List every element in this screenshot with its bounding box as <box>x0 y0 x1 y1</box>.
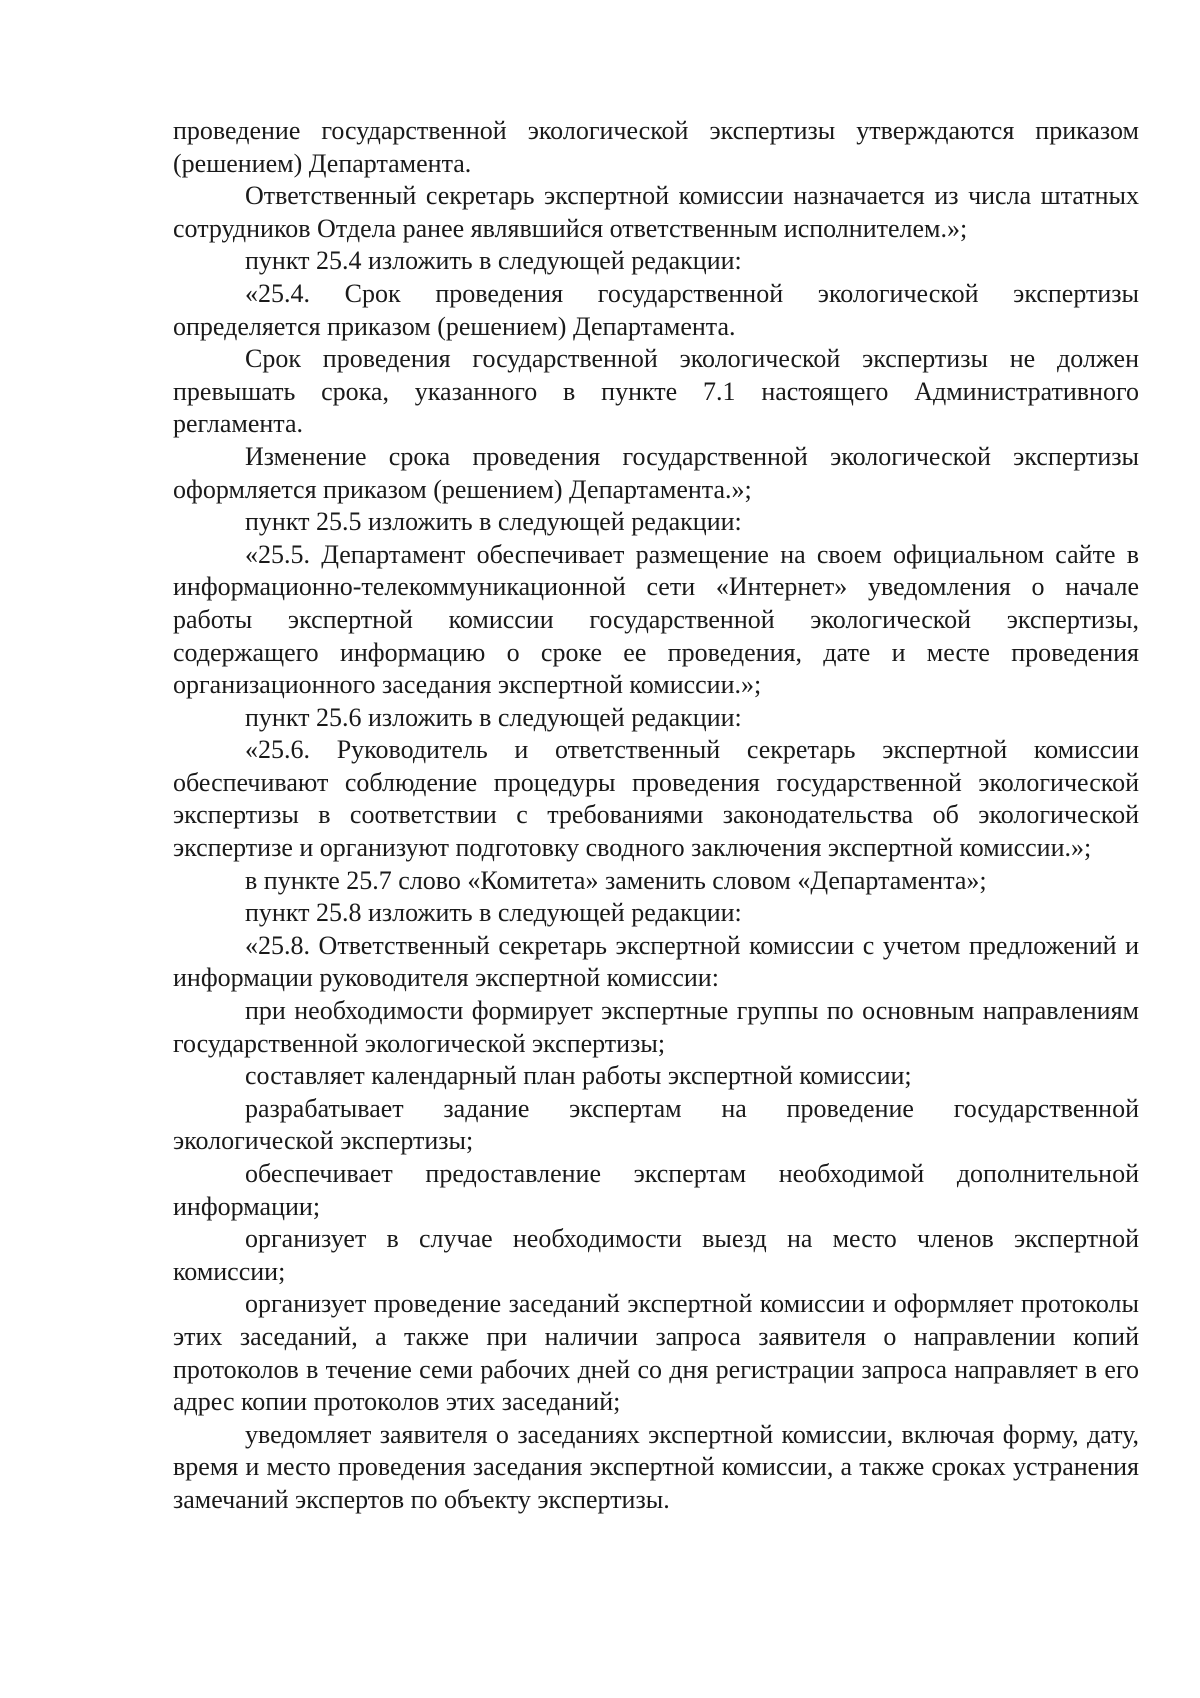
paragraph-term-limit: Срок проведения государственной экологической экспертизы не должен превышать срока, указанного в пункте 7.1 настоящего Административного регламента. <box>173 344 1139 439</box>
paragraph-continuation: проведение государственной экологической экспертизы утверждаются приказом (решением) Департамента. <box>173 116 1139 178</box>
paragraph-secretary-appointment: Ответственный секретарь экспертной комиссии назначается из числа штатных сотрудников Отдела ранее являвшийся ответственным исполнителем.»; <box>173 181 1139 243</box>
paragraph-clause-25-8: «25.8. Ответственный секретарь экспертной комиссии с учетом предложений и информации руководителя экспертной комиссии: <box>173 930 1139 993</box>
paragraph-clause-25-6-intro: пункт 25.6 изложить в следующей редакции: <box>245 702 742 732</box>
paragraph-additional-info: обеспечивает предоставление экспертам необходимой дополнительной информации; <box>173 1159 1139 1221</box>
paragraph-clause-25-6: «25.6. Руководитель и ответственный секретарь экспертной комиссии обеспечивают соблюдение процедуры проведения государственной экологической экспертизы в соответствии с требованиями законодательства об экологической экспертизе и организуют подготовку сводного заключения экспертной комиссии.»; <box>173 735 1139 863</box>
paragraph-expert-groups: при необходимости формирует экспертные группы по основным направлениям государственной экологической экспертизы; <box>173 996 1139 1058</box>
paragraph-clause-25-8-intro: пункт 25.8 изложить в следующей редакции: <box>245 898 742 928</box>
paragraph-site-visit: организует в случае необходимости выезд на место членов экспертной комиссии; <box>173 1224 1139 1286</box>
paragraph-clause-25-5-intro: пункт 25.5 изложить в следующей редакции: <box>245 507 742 537</box>
paragraph-calendar-plan: составляет календарный план работы экспертной комиссии; <box>245 1061 912 1091</box>
paragraph-clause-25-5: «25.5. Департамент обеспечивает размещение на своем официальном сайте в информационно-телекоммуникационной сети «Интернет» уведомления о начале работы экспертной комиссии государственной экологической экспертизы, содержащего информацию о сроке ее проведения, дате и месте проведения организационного заседания экспертной комиссии.»; <box>173 539 1139 700</box>
paragraph-clause-25-4: «25.4. Срок проведения государственной экологической экспертизы определяется приказом (решением) Департамента. <box>173 278 1139 341</box>
paragraph-clause-25-4-intro: пункт 25.4 изложить в следующей редакции: <box>245 246 742 276</box>
document-page <box>173 115 1139 1517</box>
paragraph-applicant-notice: уведомляет заявителя о заседаниях экспертной комиссии, включая форму, дату, время и место проведения заседания экспертной комиссии, а также сроках устранения замечаний экспертов по объекту экспертизы. <box>173 1419 1139 1514</box>
paragraph-term-change: Изменение срока проведения государственной экологической экспертизы оформляется приказом (решением) Департамента.»; <box>173 441 1139 504</box>
paragraph-clause-25-7: в пункте 25.7 слово «Комитета» заменить словом «Департамента»; <box>245 865 987 895</box>
paragraph-expert-assignment: разрабатывает задание экспертам на проведение государственной экологической экспертизы; <box>173 1093 1139 1156</box>
paragraph-meeting-protocols: организует проведение заседаний экспертной комиссии и оформляет протоколы этих заседаний, а также при наличии запроса заявителя о направлении копий протоколов в течение семи рабочих дней со дня регистрации запроса направляет в его адрес копии протоколов этих заседаний; <box>173 1289 1139 1417</box>
